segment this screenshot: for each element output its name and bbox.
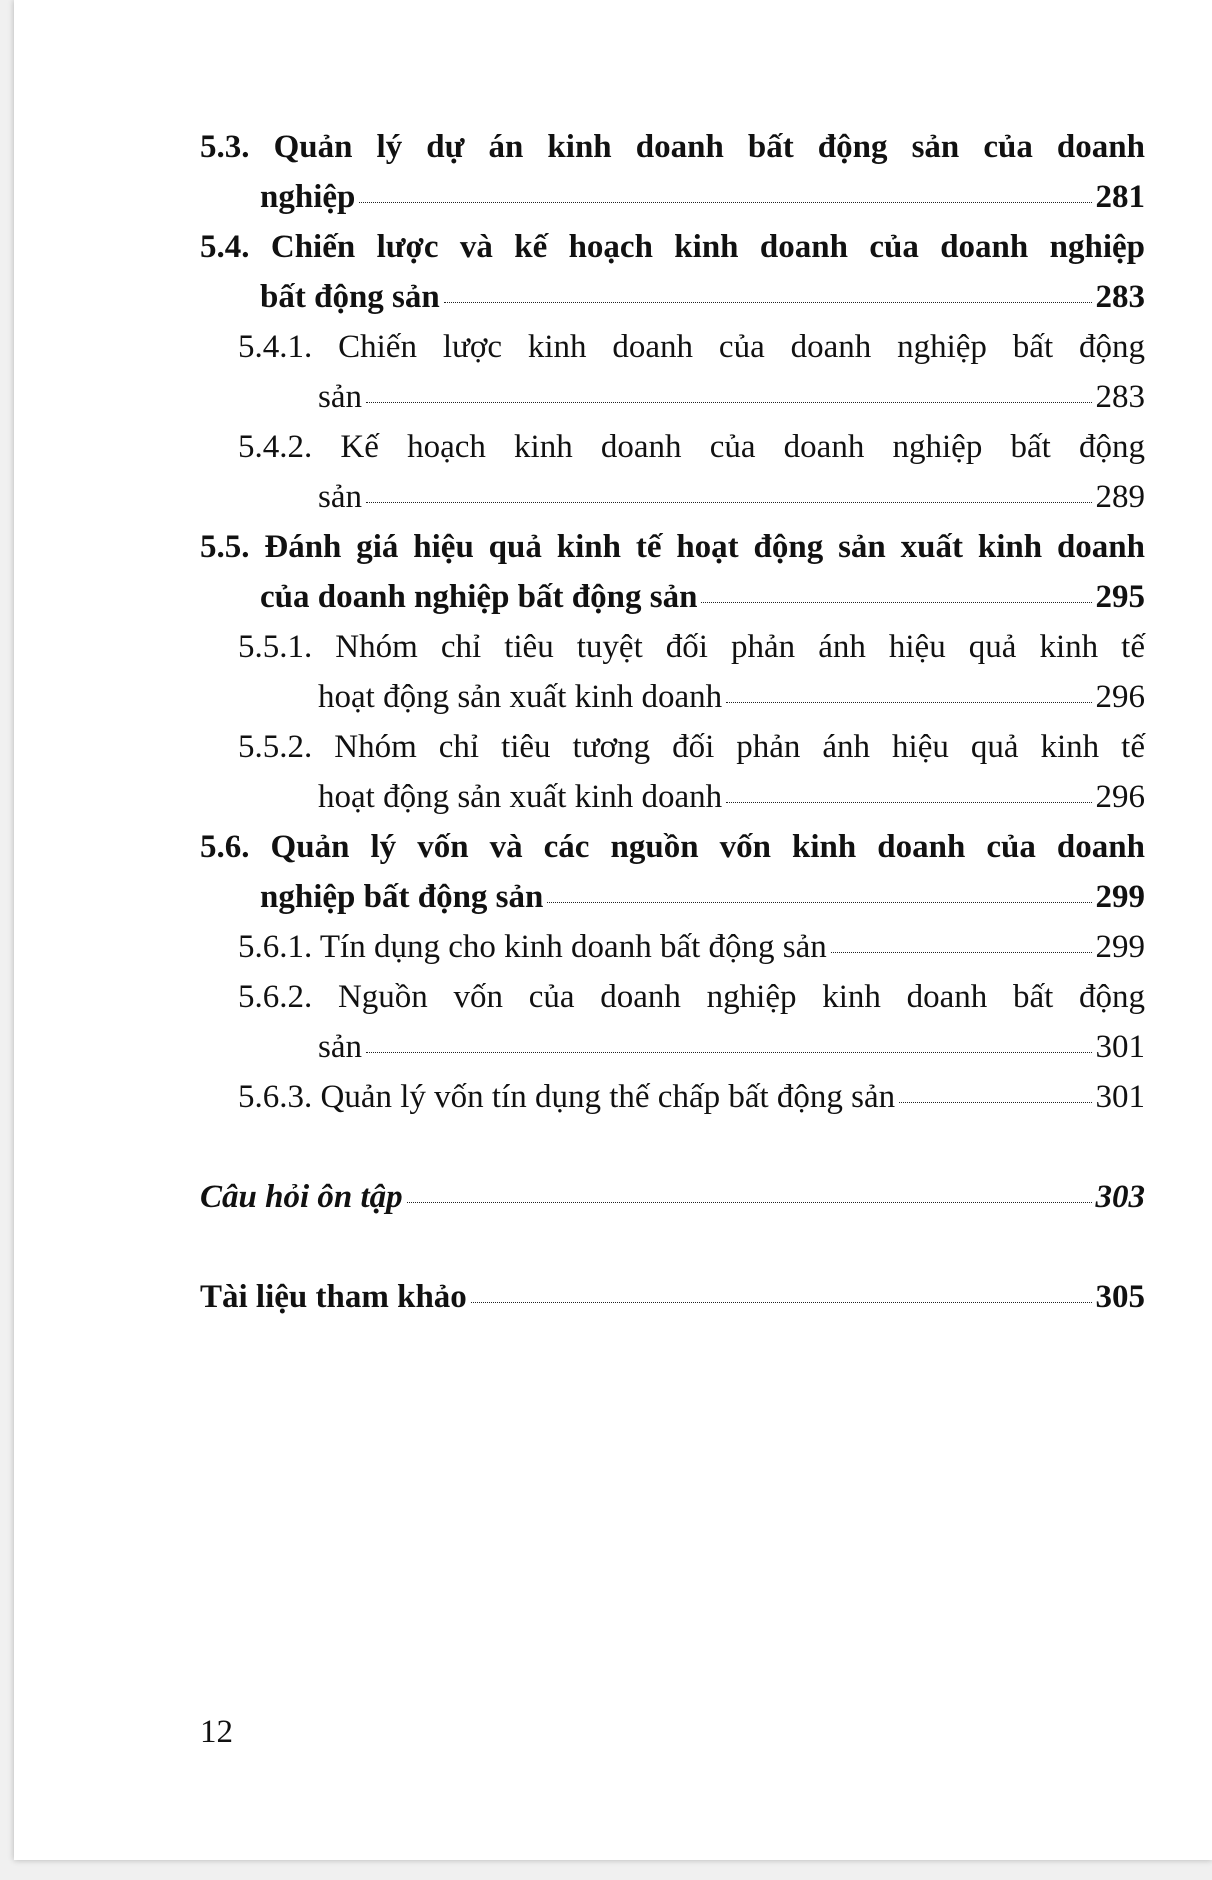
toc-page-number: 303 bbox=[1095, 1179, 1145, 1215]
toc-entry-title-cont: của doanh nghiệp bất động sản bbox=[260, 579, 698, 615]
toc-entry-title-cont: nghiệp bất động sản bbox=[260, 879, 544, 915]
dot-leader bbox=[726, 802, 1091, 803]
toc-entry-5-6-3 bbox=[238, 1072, 1145, 1122]
dot-leader bbox=[359, 202, 1091, 203]
book-page bbox=[14, 0, 1212, 1860]
dot-leader bbox=[899, 1102, 1091, 1103]
toc-entry-5-4-2 bbox=[238, 422, 1145, 522]
toc-entry-references bbox=[200, 1272, 1145, 1322]
dot-leader bbox=[831, 952, 1092, 953]
toc-entry-title-cont: sản bbox=[318, 379, 362, 415]
toc-entry-title: 5.6.3. Quản lý vốn tín dụng thế chấp bất động sản bbox=[238, 1079, 896, 1115]
toc-entry-title: 5.5.1. Nhóm chỉ tiêu tuyệt đối phản ánh hiệu quả kinh tế bbox=[238, 629, 1145, 665]
toc-entry-5-5-2 bbox=[238, 722, 1145, 822]
page-number: 12 bbox=[200, 1714, 233, 1750]
dot-leader bbox=[547, 902, 1091, 903]
table-of-contents bbox=[200, 122, 1145, 1322]
toc-entry-title: 5.5.2. Nhóm chỉ tiêu tương đối phản ánh hiệu quả kinh tế bbox=[238, 729, 1145, 765]
toc-page-number: 295 bbox=[1095, 579, 1145, 615]
toc-entry-title-cont: nghiệp bbox=[260, 179, 356, 215]
toc-entry-title-cont: hoạt động sản xuất kinh doanh bbox=[318, 679, 723, 715]
dot-leader bbox=[366, 1052, 1092, 1053]
dot-leader bbox=[407, 1202, 1092, 1203]
toc-page-number: 301 bbox=[1095, 1079, 1145, 1115]
dot-leader bbox=[366, 502, 1092, 503]
toc-entry-5-5 bbox=[200, 522, 1145, 622]
toc-entry-review-questions bbox=[200, 1172, 1145, 1222]
toc-entry-title: Tài liệu tham khảo bbox=[200, 1279, 467, 1315]
toc-entry-5-6 bbox=[200, 822, 1145, 922]
toc-entry-title: 5.5. Đánh giá hiệu quả kinh tế hoạt động sản xuất kinh doanh bbox=[200, 529, 1145, 565]
toc-page-number: 301 bbox=[1095, 1029, 1145, 1065]
toc-entry-title-cont: hoạt động sản xuất kinh doanh bbox=[318, 779, 723, 815]
toc-page-number: 299 bbox=[1095, 879, 1145, 915]
dot-leader bbox=[444, 302, 1092, 303]
toc-entry-5-6-1 bbox=[238, 922, 1145, 972]
spacer bbox=[200, 1122, 1145, 1172]
toc-page-number: 296 bbox=[1095, 779, 1145, 815]
toc-page-number: 283 bbox=[1095, 279, 1145, 315]
toc-entry-5-6-2 bbox=[238, 972, 1145, 1072]
toc-page-number: 305 bbox=[1095, 1279, 1145, 1315]
toc-entry-title-cont: sản bbox=[318, 479, 362, 515]
toc-entry-title: 5.6.1. Tín dụng cho kinh doanh bất động sản bbox=[238, 929, 827, 965]
toc-entry-5-4 bbox=[200, 222, 1145, 322]
toc-entry-title-cont: sản bbox=[318, 1029, 362, 1065]
toc-entry-title: Câu hỏi ôn tập bbox=[200, 1179, 403, 1215]
toc-entry-5-5-1 bbox=[238, 622, 1145, 722]
toc-entry-title: 5.4.2. Kế hoạch kinh doanh của doanh nghiệp bất động bbox=[238, 429, 1145, 465]
toc-page-number: 296 bbox=[1095, 679, 1145, 715]
dot-leader bbox=[366, 402, 1092, 403]
dot-leader bbox=[471, 1302, 1092, 1303]
toc-entry-title: 5.3. Quản lý dự án kinh doanh bất động sản của doanh bbox=[200, 129, 1145, 165]
toc-entry-5-3 bbox=[200, 122, 1145, 222]
toc-page-number: 299 bbox=[1095, 929, 1145, 965]
toc-entry-title: 5.6.2. Nguồn vốn của doanh nghiệp kinh doanh bất động bbox=[238, 979, 1145, 1015]
toc-page-number: 289 bbox=[1095, 479, 1145, 515]
dot-leader bbox=[726, 702, 1091, 703]
toc-entry-title: 5.4.1. Chiến lược kinh doanh của doanh nghiệp bất động bbox=[238, 329, 1145, 365]
toc-entry-title-cont: bất động sản bbox=[260, 279, 440, 315]
spacer bbox=[200, 1222, 1145, 1272]
dot-leader bbox=[701, 602, 1091, 603]
toc-page-number: 281 bbox=[1095, 179, 1145, 215]
toc-entry-5-4-1 bbox=[238, 322, 1145, 422]
toc-entry-title: 5.6. Quản lý vốn và các nguồn vốn kinh doanh của doanh bbox=[200, 829, 1145, 865]
toc-entry-title: 5.4. Chiến lược và kế hoạch kinh doanh của doanh nghiệp bbox=[200, 229, 1145, 265]
toc-page-number: 283 bbox=[1095, 379, 1145, 415]
